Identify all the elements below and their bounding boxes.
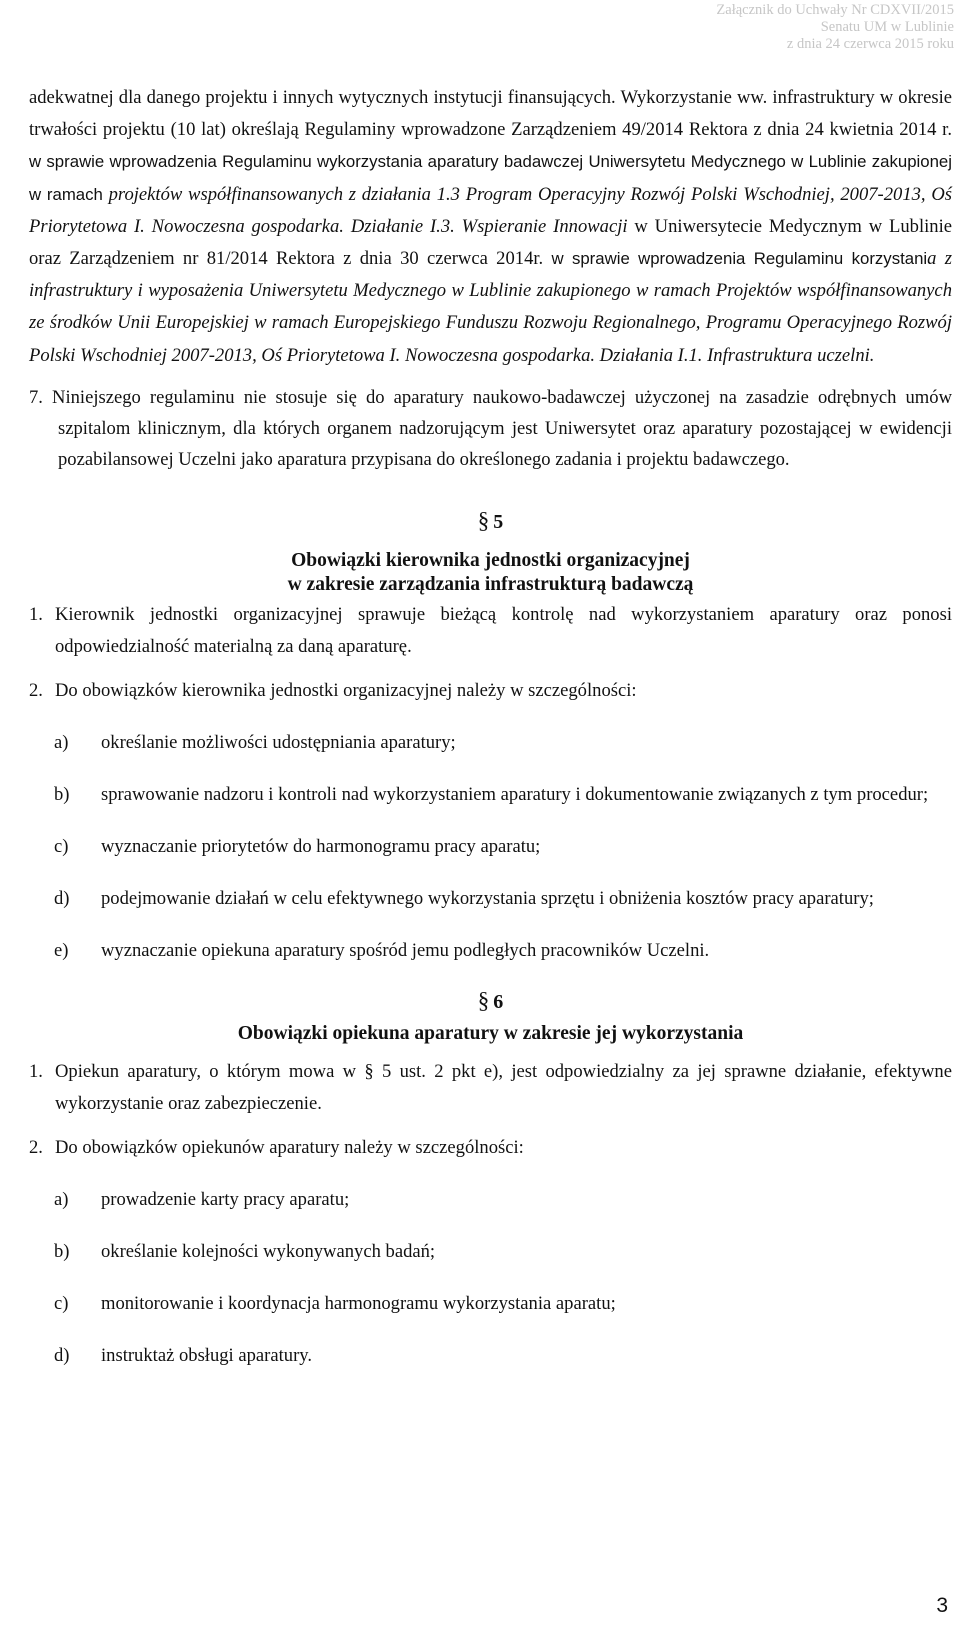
header-resolution-line: Załącznik do Uchwały Nr CDXVII/2015 — [716, 2, 954, 18]
section-5-title: Obowiązki kierownika jednostki organizacyjnej w zakresie zarządzania infrastrukturą badawczą — [287, 549, 694, 595]
section-6-title: Obowiązki opiekuna aparatury w zakresie jej wykorzystania — [237, 1022, 744, 1044]
section-5-item-2: 2. Do obowiązków kierownika jednostki organizacyjnej należy w szczególności: — [29, 679, 637, 701]
section-5-heading: § 5 — [477, 507, 504, 533]
list-item: e) wyznaczanie opiekuna aparatury spośród jemu podległych pracowników Uczelni. — [54, 939, 710, 961]
page-number: 3 — [936, 1594, 948, 1617]
list-item: d) instruktaż obsługi aparatury. — [54, 1344, 313, 1366]
document-header — [716, 2, 954, 53]
list-item: c) wyznaczanie priorytetów do harmonogramu pracy aparatu; — [54, 835, 541, 857]
section-6-item-2: 2. Do obowiązków opiekunów aparatury należy w szczególności: — [29, 1136, 524, 1158]
section-6-heading: § 6 — [477, 987, 504, 1013]
list-item: d) podejmowanie działań w celu efektywnego wykorzystania sprzętu i obniżenia kosztów pracy aparatury; — [54, 887, 874, 909]
continuation-paragraph: adekwatnej dla danego projektu i innych wytycznych instytucji finansujących. Wykorzystanie ww. infrastruktury w okresie trwałości projektu (10 lat) określają Regulaminy wprowadzone Zarządzeniem 49/2014 Rektora z dnia 24 kwietnia 2014 r. w sprawie wprowadzenia Regulaminu wykorzystania aparatury badawczej Uniwersytetu Medycznego w Lublinie zakupionej w ramach projektów współfinansowanych z działania 1.3 Program Operacyjny Rozwój Polski Wschodniej, 2007-2013, Oś Priorytetowa I. Nowoczesna gospodarka. Działanie I.3. Wspieranie Innowacji w Uniwersytecie Medycznym w Lublinie oraz Zarządzeniem nr 81/2014 Rektora z dnia 30 czerwca 2014r. w sprawie wprowadzenia Regulaminu korzystania z infrastruktury i wyposażenia Uniwersytetu Medycznego w Lublinie zakupionego w ramach Projektów współfinansowanych ze środków Unii Europejskiej w ramach Europejskiego Funduszu Rozwoju Regionalnego, Programu Operacyjnego Rozwój Polski Wschodniej 2007-2013, Oś Priorytetowa I. Nowoczesna gospodarka. Działania I.1. Infrastruktura uczelni. — [29, 87, 953, 366]
header-date-line: z dnia 24 czerwca 2015 roku — [786, 36, 954, 52]
section-5-item-1: 1. Kierownik jednostki organizacyjnej sprawuje bieżącą kontrolę nad wykorzystaniem aparatury oraz ponosi odpowiedzialność materialną za daną aparaturę. — [29, 603, 952, 657]
list-item: a) określanie możliwości udostępniania aparatury; — [54, 731, 456, 753]
list-item: a) prowadzenie karty pracy aparatu; — [54, 1188, 350, 1210]
list-item: b) określanie kolejności wykonywanych badań; — [54, 1240, 436, 1262]
header-senate-line: Senatu UM w Lublinie — [820, 19, 954, 35]
section-6-item-1: 1. Opiekun aparatury, o którym mowa w § 5 ust. 2 pkt e), jest odpowiedzialny za jej sprawne działanie, efektywne wykorzystanie oraz zabezpieczenie. — [29, 1060, 952, 1114]
document-body — [29, 82, 952, 1372]
item-7-paragraph: 7. Niniejszego regulaminu nie stosuje się do aparatury naukowo-badawczej użyczonej na zasadzie odrębnych umów szpitalom klinicznym, dla których organem nadzorującym jest Uniwersytet oraz aparatury pozostającej w ewidencji pozabilansowej Uczelni jako aparatura przypisana do określonego zadania i projektu badawczego. — [29, 386, 952, 470]
section-5-sublist — [29, 727, 952, 967]
list-item: c) monitorowanie i koordynacja harmonogramu wykorzystania aparatu; — [54, 1292, 616, 1314]
list-item: b) sprawowanie nadzoru i kontroli nad wykorzystaniem aparatury i dokumentowanie związanych z tym procedur; — [54, 783, 929, 805]
section-6-sublist — [29, 1184, 952, 1372]
